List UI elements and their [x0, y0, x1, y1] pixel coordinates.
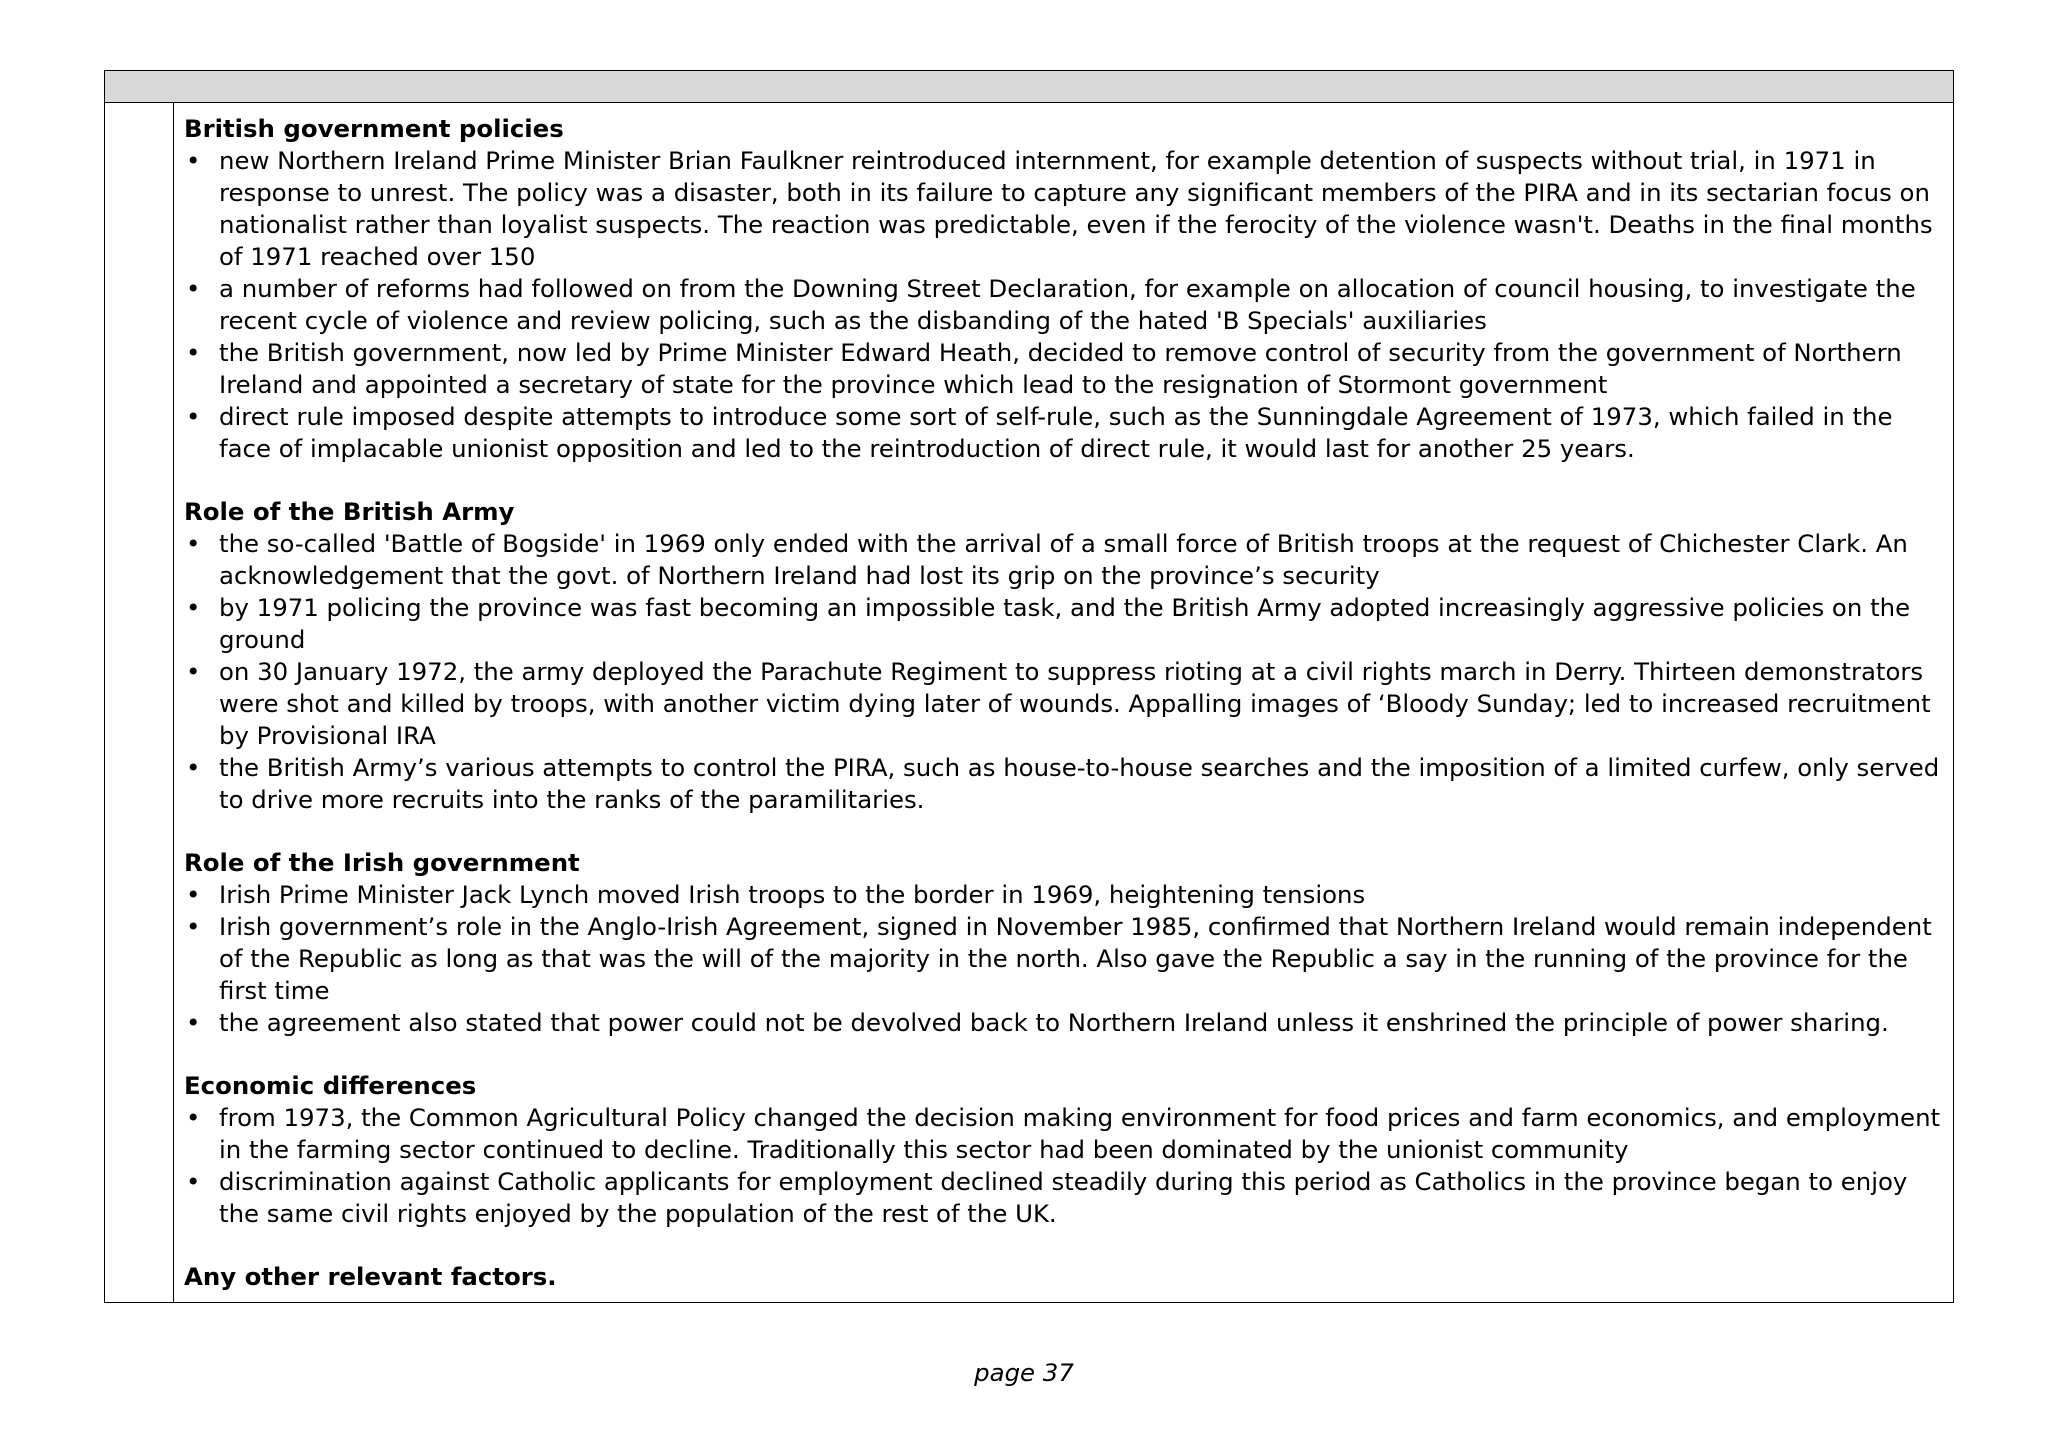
section-role-of-irish-government — [184, 847, 1945, 1039]
list-item: • a number of reforms had followed on from the Downing Street Declaration, for example on allocation of council housing, to investigate the recent cycle of violence and review policing, such as the disbanding of the hated 'B Specials' auxiliaries — [184, 273, 1945, 337]
section-heading: Role of the British Army — [184, 497, 515, 526]
list-item: • the agreement also stated that power could not be devolved back to Northern Ireland unless it enshrined the principle of power sharing. — [184, 1007, 1945, 1039]
closing-note: Any other relevant factors. — [184, 1262, 557, 1291]
list-item: • Irish government’s role in the Anglo-Irish Agreement, signed in November 1985, confirmed that Northern Ireland would remain independent of the Republic as long as that was the will of the majority in the north. Also gave the Republic a say in the running of the province for the first time — [184, 911, 1945, 1007]
table-left-column — [105, 102, 174, 1302]
list-item: • by 1971 policing the province was fast becoming an impossible task, and the British Army adopted increasingly aggressive policies on the ground — [184, 592, 1945, 656]
section-role-of-british-army — [184, 496, 1945, 816]
section-british-government-policies — [184, 113, 1945, 465]
bullet-list — [184, 879, 1945, 1039]
bullet-list — [184, 145, 1945, 465]
list-item: • the British Army’s various attempts to control the PIRA, such as house-to-house searches and the imposition of a limited curfew, only served to drive more recruits into the ranks of the paramilitaries. — [184, 752, 1945, 816]
list-item: • the so-called 'Battle of Bogside' in 1969 only ended with the arrival of a small force of British troops at the request of Chichester Clark. An acknowledgement that the govt. of Northern Ireland had lost its grip on the province’s security — [184, 528, 1945, 592]
list-item: • Irish Prime Minister Jack Lynch moved Irish troops to the border in 1969, heightening tensions — [184, 879, 1945, 911]
table-header-row — [105, 71, 1953, 103]
section-heading: Role of the Irish government — [184, 848, 580, 877]
list-item: • discrimination against Catholic applicants for employment declined steadily during this period as Catholics in the province began to enjoy the same civil rights enjoyed by the population of the rest of the UK. — [184, 1166, 1945, 1230]
section-economic-differences — [184, 1070, 1945, 1230]
list-item: • on 30 January 1972, the army deployed the Parachute Regiment to suppress rioting at a civil rights march in Derry. Thirteen demonstrators were shot and killed by troops, with another victim dying later of wounds. Appalling images of ‘Bloody Sunday; led to increased recruitment by Provisional IRA — [184, 656, 1945, 752]
section-heading: British government policies — [184, 114, 564, 143]
list-item: • from 1973, the Common Agricultural Policy changed the decision making environment for food prices and farm economics, and employment in the farming sector continued to decline. Traditionally this sector had been dominated by the unionist community — [184, 1102, 1945, 1166]
table-content-cell — [184, 113, 1945, 1317]
bullet-list — [184, 528, 1945, 816]
list-item: • direct rule imposed despite attempts to introduce some sort of self-rule, such as the Sunningdale Agreement of 1973, which failed in the face of implacable unionist opposition and led to the reintroduction of direct rule, it would last for another 25 years. — [184, 401, 1945, 465]
list-item: • the British government, now led by Prime Minister Edward Heath, decided to remove control of security from the government of Northern Ireland and appointed a secretary of state for the province which lead to the resignation of Stormont government — [184, 337, 1945, 401]
list-item: • new Northern Ireland Prime Minister Brian Faulkner reintroduced internment, for example detention of suspects without trial, in 1971 in response to unrest. The policy was a disaster, both in its failure to capture any significant members of the PIRA and in its sectarian focus on nationalist rather than loyalist suspects. The reaction was predictable, even if the ferocity of the violence wasn't. Deaths in the final months of 1971 reached over 150 — [184, 145, 1945, 273]
marking-table — [104, 70, 1954, 1303]
page-number: page 37 — [974, 1358, 1074, 1387]
section-heading: Economic differences — [184, 1071, 477, 1100]
bullet-list — [184, 1102, 1945, 1230]
